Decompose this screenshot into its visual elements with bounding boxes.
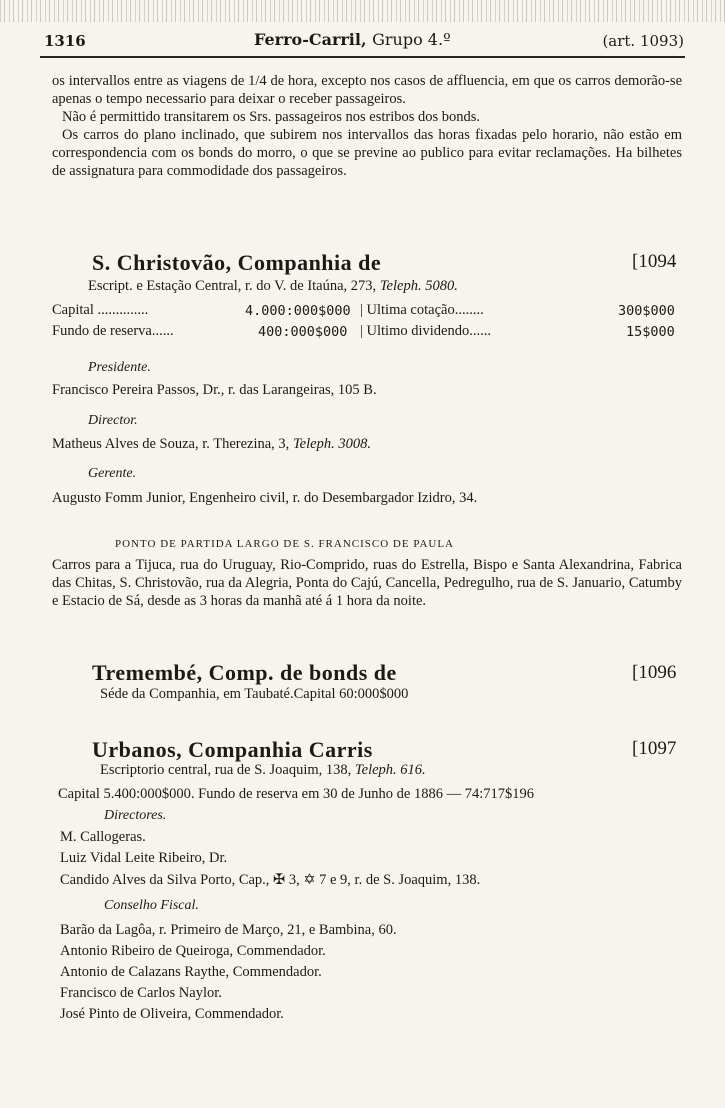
article-reference: (art. 1093) (602, 32, 684, 50)
directores-item-2: Luiz Vidal Leite Ribeiro, Dr. (60, 850, 228, 866)
christovao-title: S. Christovão, Companhia de (92, 250, 382, 275)
urbanos-capital: Capital 5.400:000$000. Fundo de reserva em 30 de Junho de 1886 — 74:717$196 (58, 786, 535, 802)
christovao-article: [1094 (632, 251, 677, 272)
urbanos-title: Urbanos, Companhia Carris (92, 737, 373, 762)
presidente-role: Presidente. (88, 360, 151, 375)
director-role: Director. (88, 413, 138, 428)
conselho-item-1: Barão da Lagôa, r. Primeiro de Março, 21, e Bambina, 60. (60, 922, 397, 938)
header-rule (40, 56, 685, 58)
directores-item-3: Candido Alves da Silva Porto, Cap., ✠ 3, ✡ 7 e 9, r. de S. Joaquim, 138. (60, 872, 481, 888)
page-title: Ferro-Carril, Grupo 4.º (254, 30, 451, 49)
christovao-dividendo-value: 15$000 (626, 324, 675, 340)
page-header (44, 30, 684, 54)
intro-text (52, 72, 682, 180)
christovao-routes: Carros para a Tijuca, rua do Uruguay, Rio-Comprido, ruas do Estrella, Bispo e Santa Alexandrina, Fabrica das Chitas, S. Christovão, rua da Alegria, Ponta do Cajú, Cancella, Pedregulho, rua de S. Januario, Catumby e Estacio de Sá, desde as 3 horas da manhã até á 1 hora da noite. (52, 557, 682, 609)
page-number: 1316 (44, 32, 86, 50)
tremembe-sede: Séde da Companhia, em Taubaté.Capital 60:000$000 (100, 686, 409, 702)
intro-paragraph-2: Não é permittido transitarem os Srs. passageiros nos estribos dos bonds. (62, 109, 481, 125)
christovao-office: Escript. e Estação Central, r. do V. de Itaúna, 273, Teleph. 5080. (88, 278, 458, 294)
conselho-item-3: Antonio de Calazans Raythe, Commendador. (60, 964, 322, 980)
christovao-capital-value: 4.000:000$000 (245, 303, 351, 319)
urbanos-office: Escriptorio central, rua de S. Joaquim, 138, Teleph. 616. (100, 762, 426, 778)
intro-paragraph-1: os intervallos entre as viagens de 1/4 de hora, excepto nos casos de affluencia, em que os carros demorão-se apenas o tempo necessario para deixar o receber passageiros. (52, 73, 682, 107)
tremembe-article: [1096 (632, 662, 677, 683)
ponto-de-partida: PONTO DE PARTIDA LARGO DE S. FRANCISCO DE PAULA (115, 538, 455, 550)
christovao-cotacao-value: 300$000 (618, 303, 675, 319)
directores-item-1: M. Callogeras. (60, 829, 146, 845)
director-name: Matheus Alves de Souza, r. Therezina, 3, Teleph. 3008. (52, 436, 371, 452)
urbanos-article: [1097 (632, 738, 677, 759)
gerente-role: Gerente. (88, 466, 137, 481)
christovao-dividendo-label: | Ultimo dividendo...... (360, 323, 491, 339)
conselho-item-5: José Pinto de Oliveira, Commendador. (60, 1006, 284, 1022)
christovao-fundo-value: 400:000$000 (258, 324, 348, 340)
christovao-capital-label: Capital .............. (52, 302, 149, 318)
scan-edge (0, 0, 725, 22)
intro-paragraph-3: Os carros do plano inclinado, que subirem nos intervallos das horas fixadas pelo horario, não estão em correspondencia com os bonds do morro, o que se previne ao publico para evitar reclamações. Ha bilhetes de assignatura para commodidade dos passageiros. (52, 127, 682, 179)
christovao-fundo-label: Fundo de reserva...... (52, 323, 174, 339)
conselho-item-4: Francisco de Carlos Naylor. (60, 985, 222, 1001)
christovao-cotacao-label: | Ultima cotação........ (360, 302, 484, 318)
conselho-role: Conselho Fiscal. (104, 898, 199, 913)
gerente-name: Augusto Fomm Junior, Engenheiro civil, r. do Desembargador Izidro, 34. (52, 490, 478, 506)
tremembe-title: Tremembé, Comp. de bonds de (92, 660, 397, 685)
directores-role: Directores. (104, 808, 167, 823)
presidente-name: Francisco Pereira Passos, Dr., r. das Larangeiras, 105 B. (52, 382, 377, 398)
conselho-item-2: Antonio Ribeiro de Queiroga, Commendador. (60, 943, 326, 959)
